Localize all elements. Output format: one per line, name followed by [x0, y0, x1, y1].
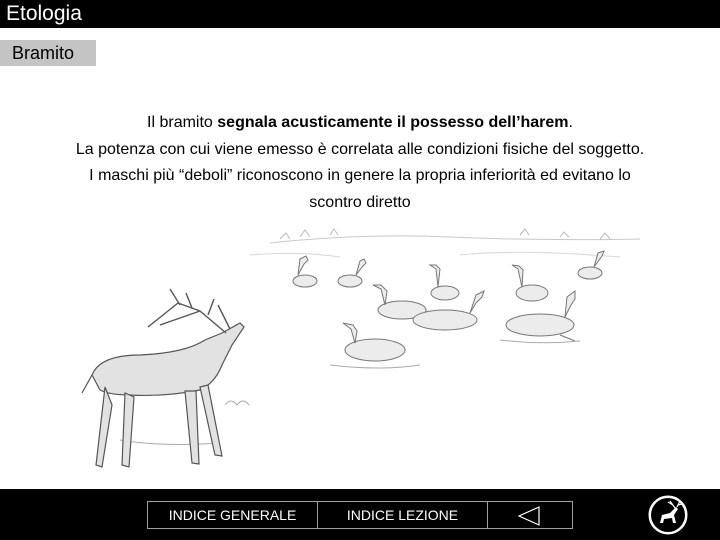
- text-line-2: La potenza con cui viene emesso è correlata alle condizioni fisiche del soggetto.: [75, 140, 645, 158]
- general-index-button[interactable]: [147, 501, 318, 529]
- lesson-index-button[interactable]: [317, 501, 488, 529]
- text-line-1-end: .: [568, 114, 573, 131]
- text-line-1: [0, 110, 720, 137]
- footer-bar: [0, 489, 720, 540]
- section-tab: [0, 40, 96, 66]
- hind-9: [343, 323, 405, 361]
- app-title: Etologia: [6, 2, 82, 25]
- hind-3: [430, 265, 459, 300]
- general-index-label: INDICE GENERALE: [168, 507, 297, 523]
- lesson-index-label: INDICE LEZIONE: [346, 507, 459, 523]
- triangle-left-icon: [517, 506, 541, 526]
- hind-4: [512, 265, 548, 301]
- section-title: Bramito: [12, 43, 75, 63]
- deer-logo-icon[interactable]: [646, 493, 690, 537]
- hind-2: [338, 259, 366, 287]
- text-line-4: scontro diretto: [309, 193, 411, 211]
- text-line-1-start: Il bramito: [147, 114, 218, 131]
- lesson-text: [0, 110, 720, 216]
- text-line-1-bold: segnala acusticamente il possesso dell’harem: [217, 114, 569, 131]
- stag-antlers: [148, 289, 230, 333]
- text-line-3: I maschi più “deboli” riconoscono in genere la propria inferiorità ed evitano lo: [89, 167, 631, 184]
- header-bar: [0, 0, 720, 28]
- stag: [82, 323, 244, 467]
- back-button[interactable]: [487, 501, 573, 529]
- hind-1: [293, 256, 317, 287]
- deer-herd-illustration: [0, 215, 720, 490]
- hind-6: [373, 285, 426, 319]
